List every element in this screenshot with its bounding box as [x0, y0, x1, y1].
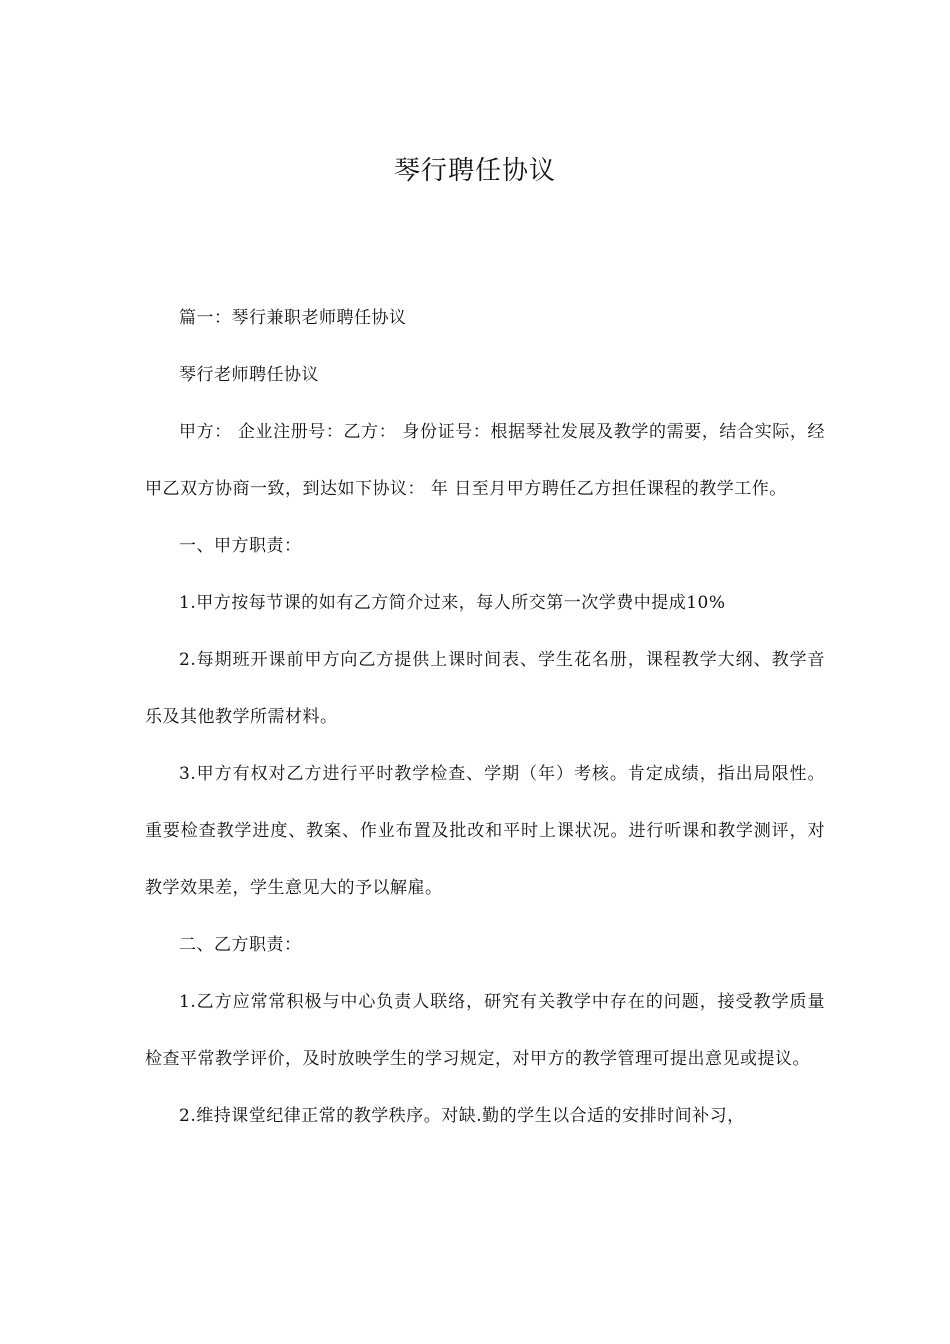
party-a-duty-3: 3.甲方有权对乙方进行平时教学检查、学期（年）考核。肯定成绩，指出局限性。重要检查教学进度、教案、作业布置及批改和平时上课状况。进行听课和教学测评，对教学效果差，学生意见大的予以解雇。: [145, 764, 825, 898]
party-a-duty-2: 2.每期班开课前甲方向乙方提供上课时间表、学生花名册，课程教学大纲、教学音乐及其他教学所需材料。: [145, 650, 825, 727]
party-a-duties-heading: 一、甲方职责：: [179, 536, 302, 556]
section-heading-part-one: 篇一：琴行兼职老师聘任协议: [179, 308, 407, 328]
party-b-duty-1: 1.乙方应常常积极与中心负责人联络，研究有关教学中存在的问题，接受教学质量检查平常教学评价，及时放映学生的学习规定，对甲方的教学管理可提出意见或提议。: [145, 992, 825, 1069]
document-title: 琴行聘任协议: [393, 156, 556, 186]
party-info-paragraph: 甲方： 企业注册号：乙方： 身份证号：根据琴社发展及教学的需要，结合实际，经甲乙双方协商一致，到达如下协议： 年 日至月甲方聘任乙方担任课程的教学工作。: [145, 422, 825, 499]
agreement-subtitle: 琴行老师聘任协议: [179, 365, 319, 385]
party-a-duty-1: 1.甲方按每节课的如有乙方简介过来，每人所交第一次学费中提成10%: [179, 593, 726, 613]
party-b-duty-2: 2.维持课堂纪律正常的教学秩序。对缺.勤的学生以合适的安排时间补习，: [179, 1106, 745, 1126]
document-body: [145, 290, 825, 1145]
party-b-duties-heading: 二、乙方职责：: [179, 935, 302, 955]
